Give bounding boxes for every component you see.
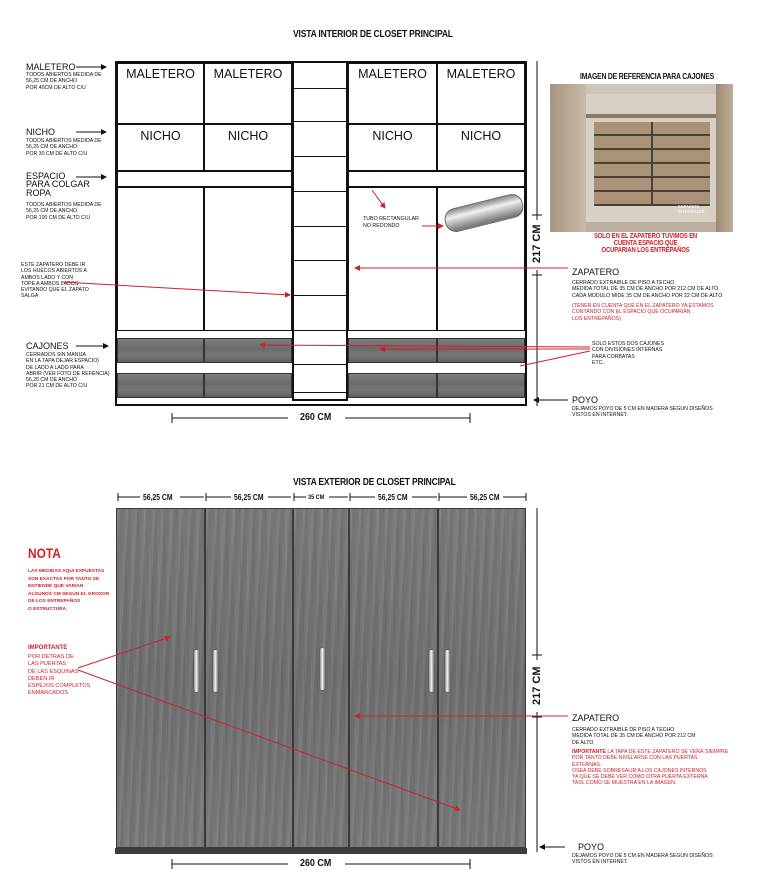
cajones-side-title: CAJONES	[26, 341, 69, 351]
ext-zapatero-desc: CERRADO EXTRAIBLE DE PISO A TECHO MEDIDA TOTAL DE 35 CM DE ANCHO POR 212 CM DE ALTO	[572, 727, 696, 746]
maletero-label: MALETERO	[213, 67, 283, 81]
ext-importante-word: IMPORTANTE	[572, 749, 606, 755]
door-width-dim: 56,25 CM	[234, 493, 264, 502]
nicho-label: NICHO	[140, 129, 181, 143]
nicho-label: NICHO	[227, 129, 269, 143]
door-width-dim: 56,25 CM	[378, 493, 408, 502]
nicho-side-desc: TODOS ABIERTOS MEDIDA DE 56,25 CM DE ANCHO POR 30 CM DE ALTO C/U	[26, 138, 102, 157]
ext-poyo-desc: DEJAMOS POYO DE 5 CM EN MADERA SEGUN DISEÑOS VISTOS EN INTERNET.	[572, 853, 713, 866]
espacio-side-desc: TODOS ABIERTOS MEDIDA DE 56,25 CM DE ANCHO POR 100 CM DE ALTO C/U	[26, 202, 102, 221]
ext-poyo-title: POYO	[578, 842, 605, 852]
nicho-side-title: NICHO	[26, 127, 55, 137]
tubo-label: TUBO RECTANGULAR NO REDONDO	[363, 216, 419, 229]
door-width-dim: 56,25 CM	[470, 493, 500, 502]
exterior-height-label: 217 CM	[531, 666, 543, 705]
importante-title: IMPORTANTE	[28, 645, 68, 651]
reference-note: SOLO EN EL ZAPATERO TUVIMOS EN CUENTA ESPACIO QUE OCUPARIAN LOS ENTREPAÑOS	[594, 233, 698, 254]
interior-height-label: 217 CM	[531, 224, 543, 263]
door-width-dim: 56,25 CM	[143, 493, 173, 502]
exterior-title: VISTA EXTERIOR DE CLOSET PRINCIPAL	[293, 477, 456, 488]
interior-title: VISTA INTERIOR DE CLOSET PRINCIPAL	[293, 29, 453, 40]
exterior-width-label: 260 CM	[300, 857, 332, 869]
maletero-side-title: MALETERO	[26, 62, 76, 72]
espacio-side-title: ESPACIO PARA COLGAR ROPA	[26, 171, 90, 198]
cajones-side-desc: CERRADOS SIN MANIJA EN LA TAPA DEJAR ESPACIO) DE LADO A LADO PARA ABRIR (VER FOTO DE REFENCIA) 56,25 CM DE ANCHO POR 21 CM DE ALTO C/U	[26, 352, 110, 390]
cajones-note: SOLO ESTOS DOS CAJONES CON DIVISIONES INTERNAS PARA CORBATAS ETC..	[592, 341, 664, 366]
maletero-label: MALETERO	[358, 67, 427, 81]
reference-brand: ESPACIOS INTEGRALES	[678, 204, 705, 214]
nicho-label: NICHO	[372, 129, 413, 143]
reference-title: IMAGEN DE REFERENCIA PARA CAJONES	[580, 72, 714, 81]
poyo-desc: DEJAMOS POYO DE 5 CM EN MADERA SEGUN DISEÑOS VISTOS EN INTERNET.	[572, 406, 713, 419]
maletero-label: MALETERO	[126, 67, 195, 81]
nota-text: LAS MEDIDAS AQUI EXPUESTAS SON EXACTAS POR TANTO SE ENTIENDE QUE VARIAN ALGUNOS CM SEGUN EL GROSOR DE LOS ENTREPAÑOS O ESTRUCTURA.	[28, 569, 110, 612]
zapatero-desc: CERRADO EXTRAIBLE DE PISO A TECHO MEDIDA TOTAL DE 35 CM DE ANCHO POR 212 CM DE ALTO CADA MODULO MIDE 35 CM DE ANCHO POR 22 CM DE ALTO	[572, 280, 723, 299]
interior-width-label: 260 CM	[300, 411, 332, 423]
nicho-label: NICHO	[460, 129, 502, 143]
zapatero-desc-red: (TENER EN CUENTA QUE EN EL ZAPATERO YA ESTAMOS CONTANDO CON EL ESPACIO QUE OCUPARIAN LOS ENTREPAÑOS)	[572, 303, 714, 322]
poyo-title: POYO	[572, 395, 599, 405]
maletero-side-desc: TODOS ABIERTOS MEDIDA DE 56,25 CM DE ANCHO POR 40CM DE ALTO C/U	[26, 72, 102, 91]
zapatero-title: ZAPATERO	[572, 267, 620, 277]
ext-importante-rest: LA TAPA DE ESTE ZAPATERO SE VERÁ SIEMPRE POR TANTO DEBE NIVELARSE CON LAS PUERTAS EXTERNAS. OSEA DEBE SOBRESALIR A LOS CAJONES INTERNOS YA QUE SE DEBE VER COMO OTRA PUERTA EXTERNA TASL COMO SE MUESTRA EN LA IMAGEN.	[572, 749, 729, 787]
importante-text: POR DETRAS DE LAS PUERTAS DE LAS ESQUINAS DEBEN IR ESPEJOS COMPLETOS ENMARCADOS	[28, 654, 91, 697]
ext-zapatero-title: ZAPATERO	[572, 713, 620, 723]
maletero-label: MALETERO	[446, 67, 516, 81]
zapatero-width-dim: 35 CM	[308, 494, 325, 501]
zapatero-side-note: ESTE ZAPATERO DEBE IR LOS HUECOS ABIERTOS A AMBOS LADO Y CON TOPE A AMBOS LADOS EVITANDO QUE EL ZAPATO SALGA	[21, 262, 89, 300]
nota-title: NOTA	[28, 545, 61, 561]
